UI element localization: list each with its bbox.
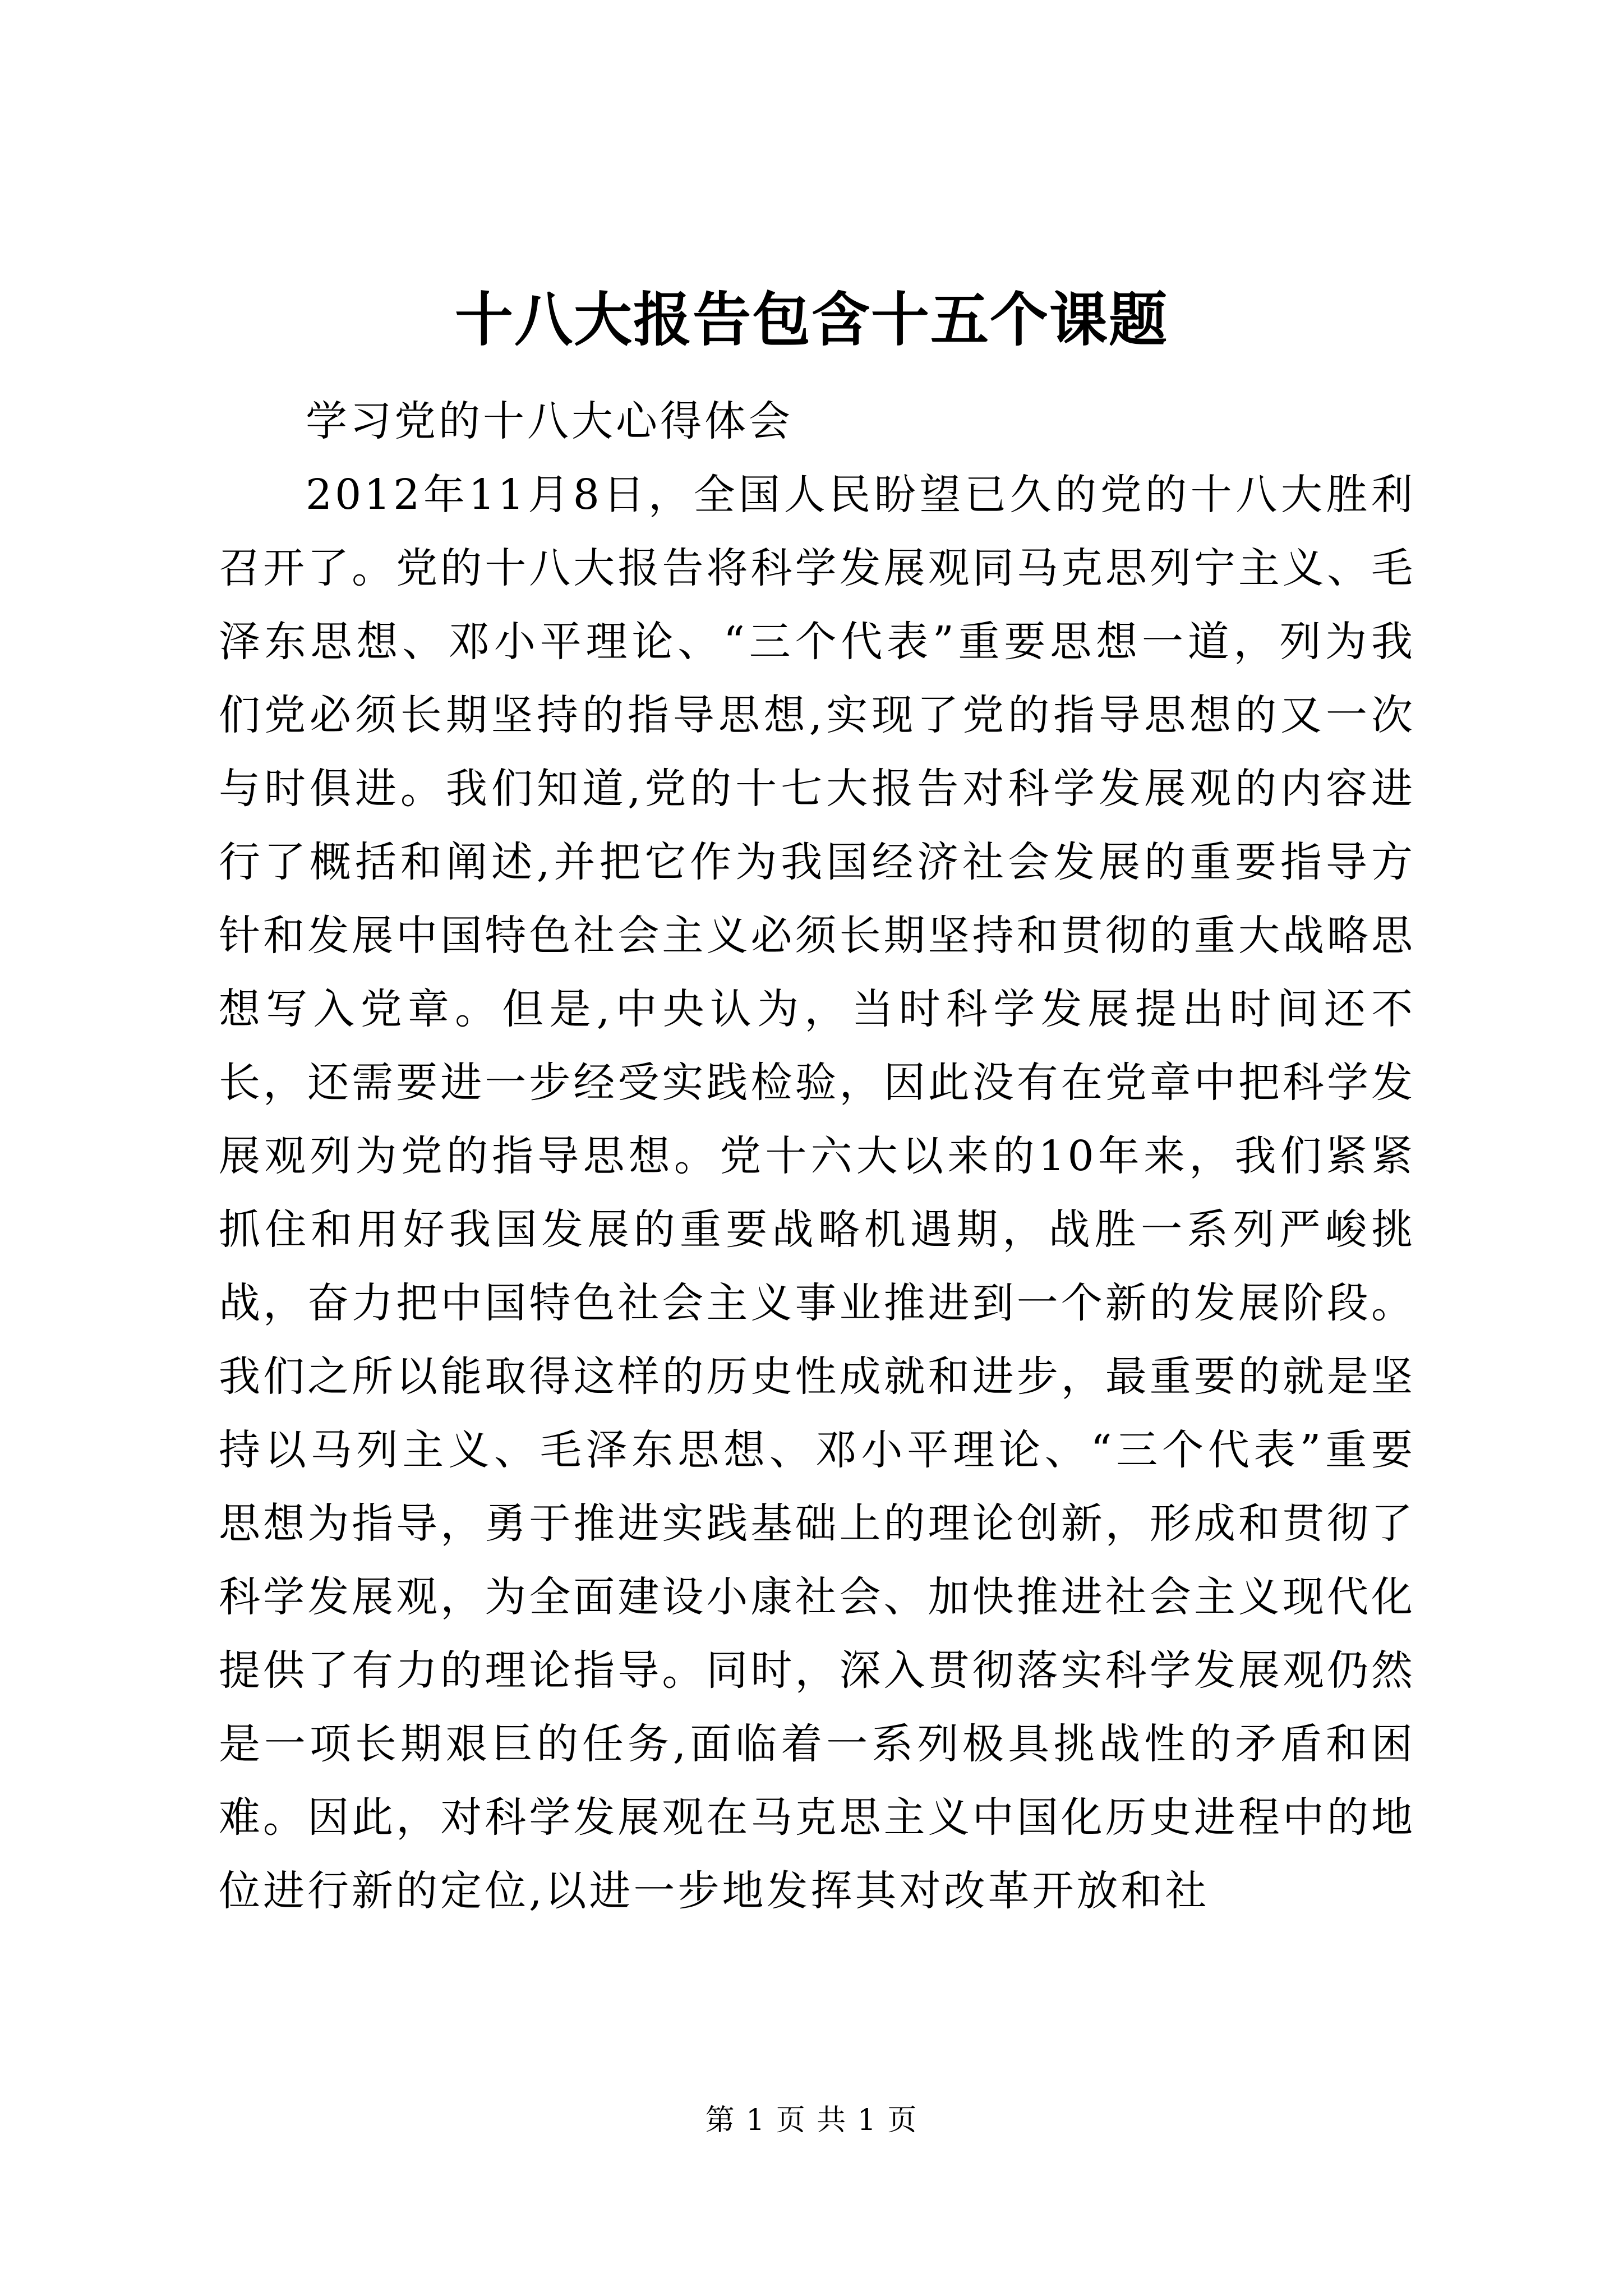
body-paragraph: 2012年11月8日，全国人民盼望已久的党的十八大胜利召开了。党的十八大报告将科学发展观同马克思列宁主义、毛泽东思想、邓小平理论、“三个代表”重要思想一道，列为我们党必须长期坚持的指导思想,实现了党的指导思想的又一次与时俱进。我们知道,党的十七大报告对科学发展观的内容进行了概括和阐述,并把它作为我国经济社会发展的重要指导方针和发展中国特色社会主义必须长期坚持和贯彻的重大战略思想写入党章。但是,中央认为，当时科学发展提出时间还不长，还需要进一步经受实践检验，因此没有在党章中把科学发展观列为党的指导思想。党十六大以来的10年来，我们紧紧抓住和用好我国发展的重要战略机遇期，战胜一系列严峻挑战，奋力把中国特色社会主义事业推进到一个新的发展阶段。我们之所以能取得这样的历史性成就和进步，最重要的就是坚持以马列主义、毛泽东思想、邓小平理论、“三个代表”重要思想为指导，勇于推进实践基础上的理论创新，形成和贯彻了科学发展观，为全面建设小康社会、加快推进社会主义现代化提供了有力的理论指导。同时，深入贯彻落实科学发展观仍然是一项长期艰巨的任务,面临着一系列极具挑战性的矛盾和困难。因此，对科学发展观在马克思主义中国化历史进程中的地位进行新的定位,以进一步地发挥其对改革开放和社 bbox=[219, 471, 1415, 1915]
page-number-footer: 第 1 页 共 1 页 bbox=[705, 2104, 918, 2137]
document-subtitle: 学习党的十八大心得体会 bbox=[306, 397, 793, 445]
document-body bbox=[219, 385, 1415, 1928]
document-title: 十八大报告包含十五个课题 bbox=[454, 285, 1168, 354]
